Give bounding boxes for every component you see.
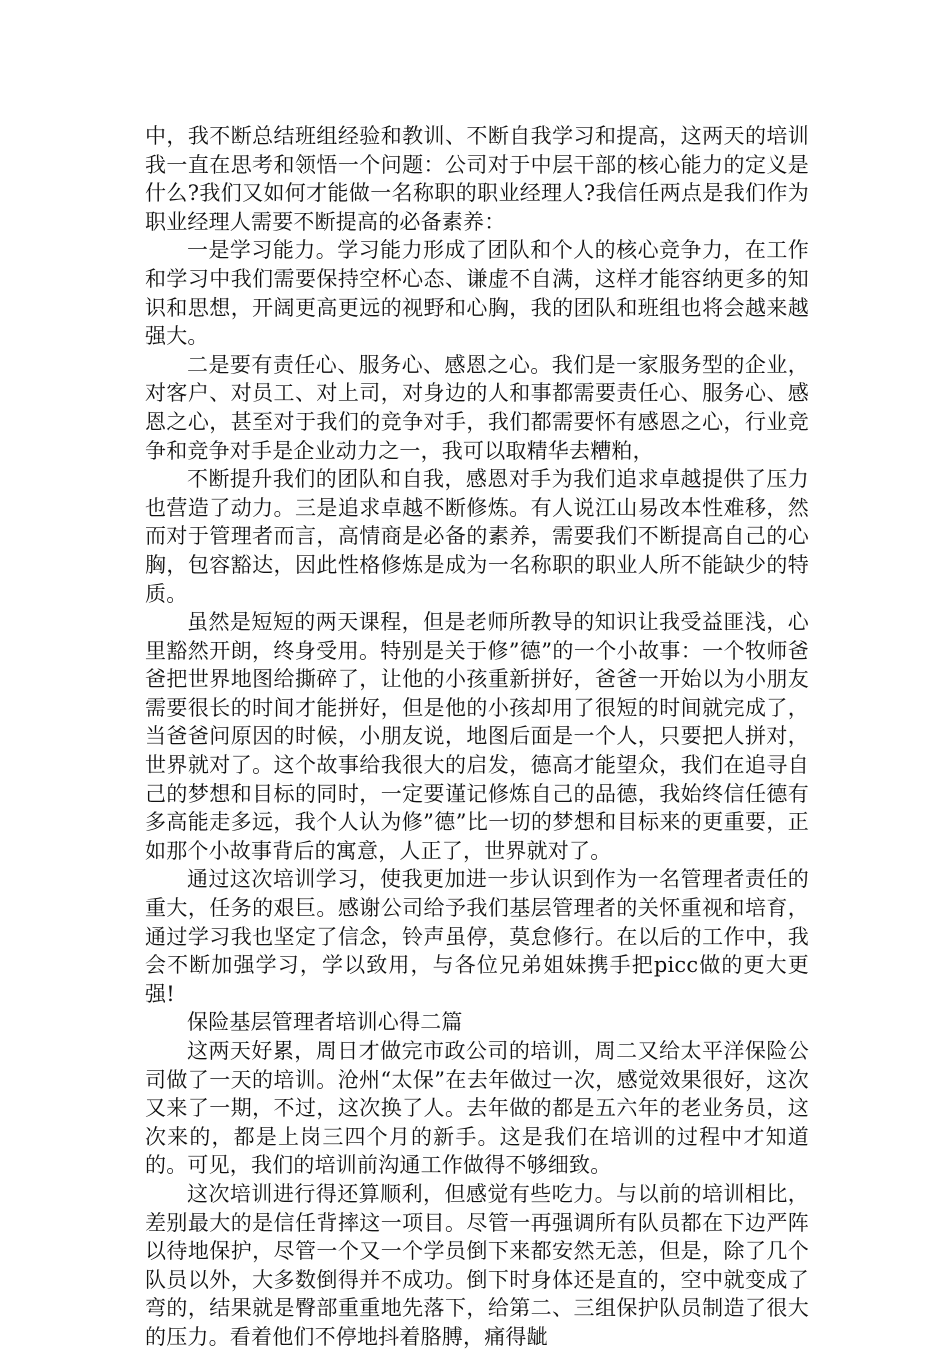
paragraph-story: 虽然是短短的两天课程，但是老师所教导的知识让我受益匪浅，心里豁然开朗，终身受用。特别是关于修”德”的一个小故事：一个牧师爸爸把世界地图给撕碎了，让他的小孩重新拼好，爸爸一开始以为小朋友需要很长的时间才能拼好，但是他的小孩却用了很短的时间就完成了，当爸爸问原因的时候，小朋友说，地图后面是一个人，只要把人拼对，世界就对了。这个故事给我很大的启发，德高才能望众，我们在追寻自己的梦想和目标的同时，一定要谨记修炼自己的品德，我始终信任德有多高能走多远，我个人认为修”德”比一切的梦想和目标来的更重要，正如那个小故事背后的寓意，人正了，世界就对了。 <box>145 610 809 863</box>
document-page <box>145 122 809 1352</box>
paragraph-continuation: 中，我不断总结班组经验和教训、不断自我学习和提高，这两天的培训我一直在思考和领悟一个问题：公司对于中层干部的核心能力的定义是什么?我们又如何才能做一名称职的职业经理人?我信任两点是我们作为职业经理人需要不断提高的必备素养： <box>145 124 809 234</box>
paragraph-tired: 这两天好累，周日才做完市政公司的培训，周二又给太平洋保险公司做了一天的培训。沧州“太保”在去年做过一次，感觉效果很好，这次又来了一期，不过，这次换了人。去年做的都是五六年的老业务员，这次来的，都是上岗三四个月的新手。这是我们在培训的过程中才知道的。可见，我们的培训前沟通工作做得不够细致。 <box>145 1039 809 1178</box>
paragraph-trust-fall: 这次培训进行得还算顺利，但感觉有些吃力。与以前的培训相比，差别最大的是信任背摔这一项目。尽管一再强调所有队员都在下边严阵以待地保护，尽管一个又一个学员倒下来都安然无恙，但是，除了几个队员以外，大多数倒得并不成功。倒下时身体还是直的，空中就变成了弯的，结果就是臀部重重地先落下，给第二、三组保护队员制造了很大的压力。看着他们不停地抖着胳膊，痛得龇 <box>145 1181 809 1349</box>
paragraph-conclusion: 通过这次培训学习，使我更加进一步认识到作为一名管理者责任的重大，任务的艰巨。感谢公司给予我们基层管理者的关怀重视和培育，通过学习我也坚定了信念，铃声虽停，莫怠修行。在以后的工作中，我会不断加强学习，学以致用，与各位兄弟姐妹携手把picc做的更大更强! <box>145 867 809 1006</box>
paragraph-pursue-excellence: 不断提升我们的团队和自我，感恩对手为我们追求卓越提供了压力也营造了动力。三是追求卓越不断修炼。有人说江山易改本性难移，然而对于管理者而言，高情商是必备的素养，需要我们不断提高自己的心胸，包容豁达，因此性格修炼是成为一名称职的职业人所不能缺少的特质。 <box>145 467 809 606</box>
paragraph-responsibility: 二是要有责任心、服务心、感恩之心。我们是一家服务型的企业，对客户、对员工、对上司，对身边的人和事都需要责任心、服务心、感恩之心，甚至对于我们的竞争对手，我们都需要怀有感恩之心，行业竞争和竞争对手是企业动力之一，我可以取精华去糟粕， <box>145 352 809 463</box>
paragraph-learning-ability: 一是学习能力。学习能力形成了团队和个人的核心竞争力，在工作和学习中我们需要保持空杯心态、谦虚不自满，这样才能容纳更多的知识和思想，开阔更高更远的视野和心胸，我的团队和班组也将会越来越强大。 <box>145 238 809 349</box>
section-heading: 保险基层管理者培训心得二篇 <box>187 1010 463 1035</box>
